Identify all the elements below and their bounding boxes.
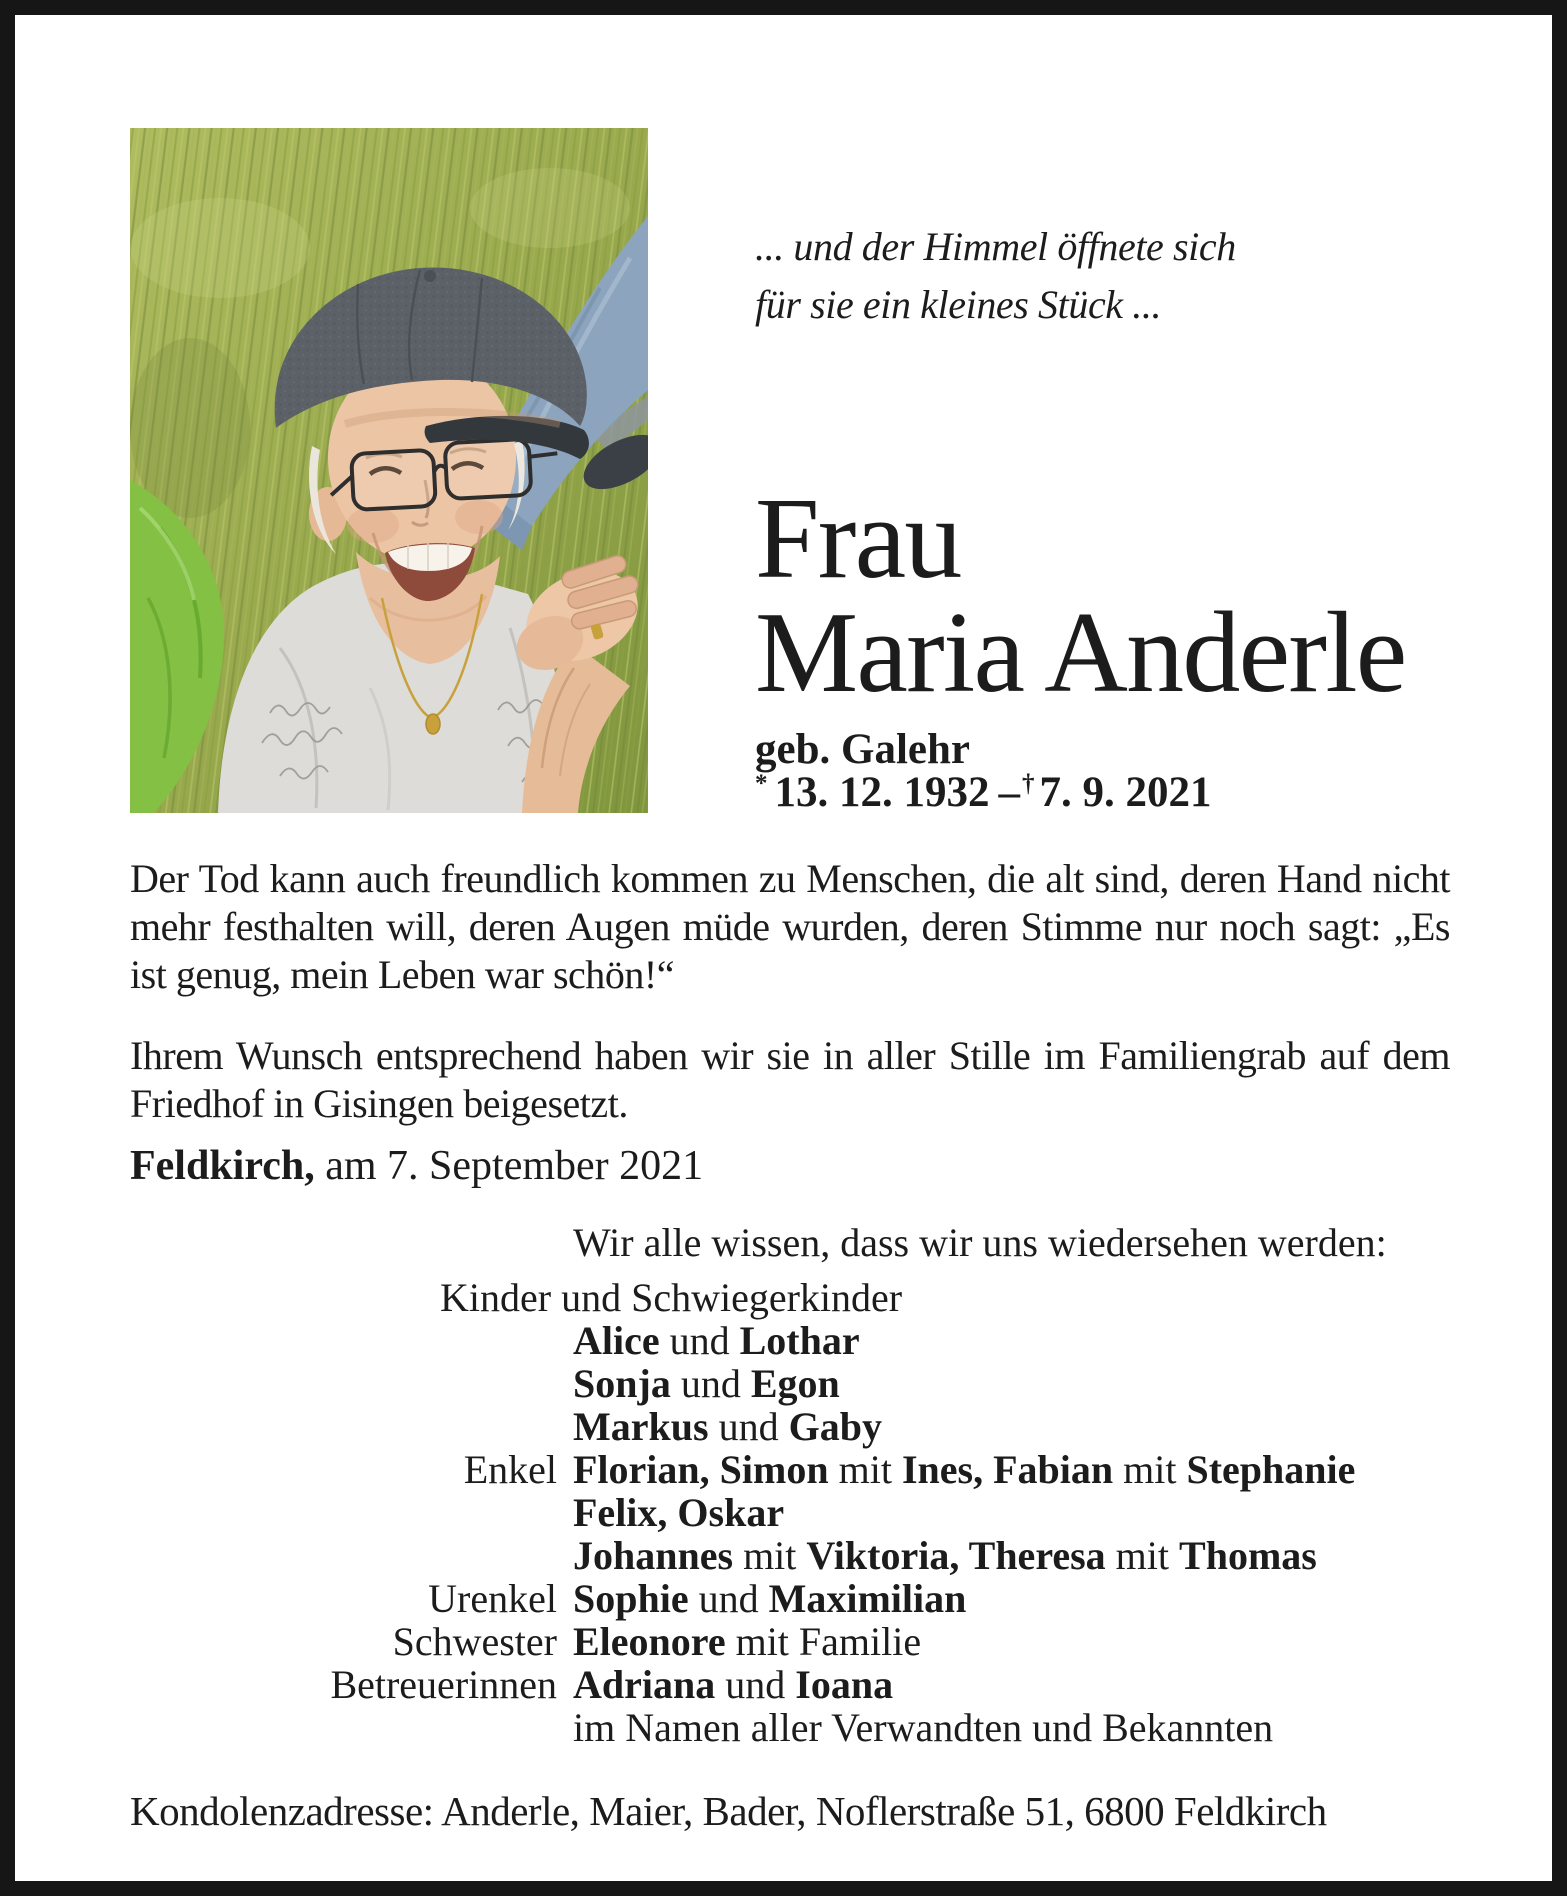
family-member-name: Felix, Oskar <box>573 1490 785 1535</box>
family-member-name: Eleonore <box>573 1619 726 1664</box>
family-role-label <box>130 1319 557 1362</box>
family-row-text: Wir alle wissen, dass wir uns wiedersehen werden: <box>573 1220 1387 1265</box>
announcement-paragraph-1: Der Tod kann auch freundlich kommen zu Menschen, die alt sind, deren Hand nicht mehr festhalten will, deren Augen müde wurden, deren Stimme nur noch sagt: „Es ist genug, mein Leben war schön!“ <box>130 856 1450 997</box>
family-row-text: und <box>688 1576 769 1621</box>
family-role-label <box>130 1706 557 1749</box>
dateline-city: Feldkirch, <box>130 1143 315 1189</box>
family-role-label: Urenkel <box>428 1576 557 1621</box>
family-member-name: Sophie <box>573 1576 689 1621</box>
family-member-name: Lothar <box>739 1318 860 1363</box>
family-row <box>130 1663 1530 1706</box>
family-role-label <box>130 1221 557 1264</box>
family-names <box>573 1534 1317 1577</box>
family-member-name: Thomas <box>1179 1533 1317 1578</box>
family-names <box>573 1319 860 1362</box>
family-role-label <box>130 1362 557 1405</box>
family-names <box>573 1221 1387 1264</box>
family-row <box>130 1276 1530 1319</box>
dateline <box>130 1142 703 1190</box>
family-role-label: Schwester <box>392 1619 557 1664</box>
family-row-text: mit <box>828 1447 902 1492</box>
family-row-text: mit <box>1113 1447 1187 1492</box>
family-role-label: Betreuerinnen <box>330 1662 557 1707</box>
family-row <box>130 1448 1530 1491</box>
birth-date: 13. 12. 1932 <box>774 769 990 817</box>
family-row-text: mit <box>1105 1533 1180 1578</box>
family-row-text: und <box>715 1662 796 1707</box>
family-role-label <box>130 1491 557 1534</box>
family-role-label <box>130 1405 557 1448</box>
portrait-photo-illustration <box>130 128 648 813</box>
family-names <box>573 1706 1273 1749</box>
family-row-text: und <box>670 1361 751 1406</box>
portrait-photo <box>130 128 648 813</box>
family-member-name: Florian, Simon <box>573 1447 829 1492</box>
family-row <box>130 1534 1530 1577</box>
life-dates <box>755 769 1406 817</box>
family-member-name: Alice <box>573 1318 660 1363</box>
family-member-name: Johannes <box>573 1533 734 1578</box>
maiden-name: geb. Galehr <box>755 726 970 774</box>
family-member-name: Adriana <box>573 1662 716 1707</box>
family-member-name: Sonja <box>573 1361 671 1406</box>
dateline-date: am 7. September 2021 <box>314 1143 704 1189</box>
family-names <box>573 1491 784 1534</box>
family-member-name: Ioana <box>795 1662 894 1707</box>
title-frau: Frau <box>755 475 961 603</box>
family-member-name: Viktoria, Theresa <box>806 1533 1106 1578</box>
birth-symbol: * <box>755 770 768 798</box>
deceased-name-block <box>755 475 1406 817</box>
family-member-name: Ines, Fabian <box>901 1447 1114 1492</box>
family-member-name: Maximilian <box>768 1576 967 1621</box>
family-row <box>130 1405 1530 1448</box>
family-row-text: und <box>708 1404 789 1449</box>
epigraph-line-1: ... und der Himmel öffnete sich <box>755 224 1236 269</box>
family-role-label: Enkel <box>463 1447 557 1492</box>
family-names <box>573 1448 1355 1491</box>
family-names <box>573 1362 840 1405</box>
family-names <box>573 1405 882 1448</box>
family-row <box>130 1706 1530 1749</box>
deceased-name: Maria Anderle <box>755 588 1406 717</box>
epigraph-quote <box>755 218 1236 334</box>
family-role-label <box>130 1534 557 1577</box>
family-names <box>573 1663 893 1706</box>
family-row <box>130 1319 1530 1362</box>
pendant <box>426 714 440 734</box>
family-row-text: mit Familie <box>725 1619 922 1664</box>
family-member-name: Gaby <box>788 1404 882 1449</box>
family-row-text: und <box>659 1318 740 1363</box>
family-row <box>130 1491 1530 1534</box>
death-symbol: † <box>1021 770 1035 798</box>
family-names <box>573 1577 966 1620</box>
family-names <box>573 1620 921 1663</box>
death-date: 7. 9. 2021 <box>1039 769 1212 817</box>
family-row-text: Kinder und Schwiegerkinder <box>440 1275 903 1320</box>
family-member-name: Egon <box>750 1361 840 1406</box>
family-row-text: mit <box>733 1533 807 1578</box>
family-member-name: Markus <box>573 1404 709 1449</box>
family-row <box>130 1362 1530 1405</box>
family-list <box>130 1221 1530 1749</box>
announcement-paragraph-2: Ihrem Wunsch entsprechend haben wir sie in aller Stille im Familiengrab auf dem Friedhof in Gisingen beigesetzt. <box>130 1033 1450 1126</box>
family-row <box>130 1221 1530 1264</box>
epigraph-line-2: für sie ein kleines Stück ... <box>755 282 1162 327</box>
family-row-text: im Namen aller Verwandten und Bekannten <box>573 1705 1274 1750</box>
family-member-name: Stephanie <box>1186 1447 1356 1492</box>
condolence-address: Kondolenzadresse: Anderle, Maier, Bader, Noflerstraße 51, 6800 Feldkirch <box>130 1788 1327 1834</box>
date-separator: – <box>998 769 1020 817</box>
family-row <box>130 1620 1530 1663</box>
family-row <box>130 1577 1530 1620</box>
